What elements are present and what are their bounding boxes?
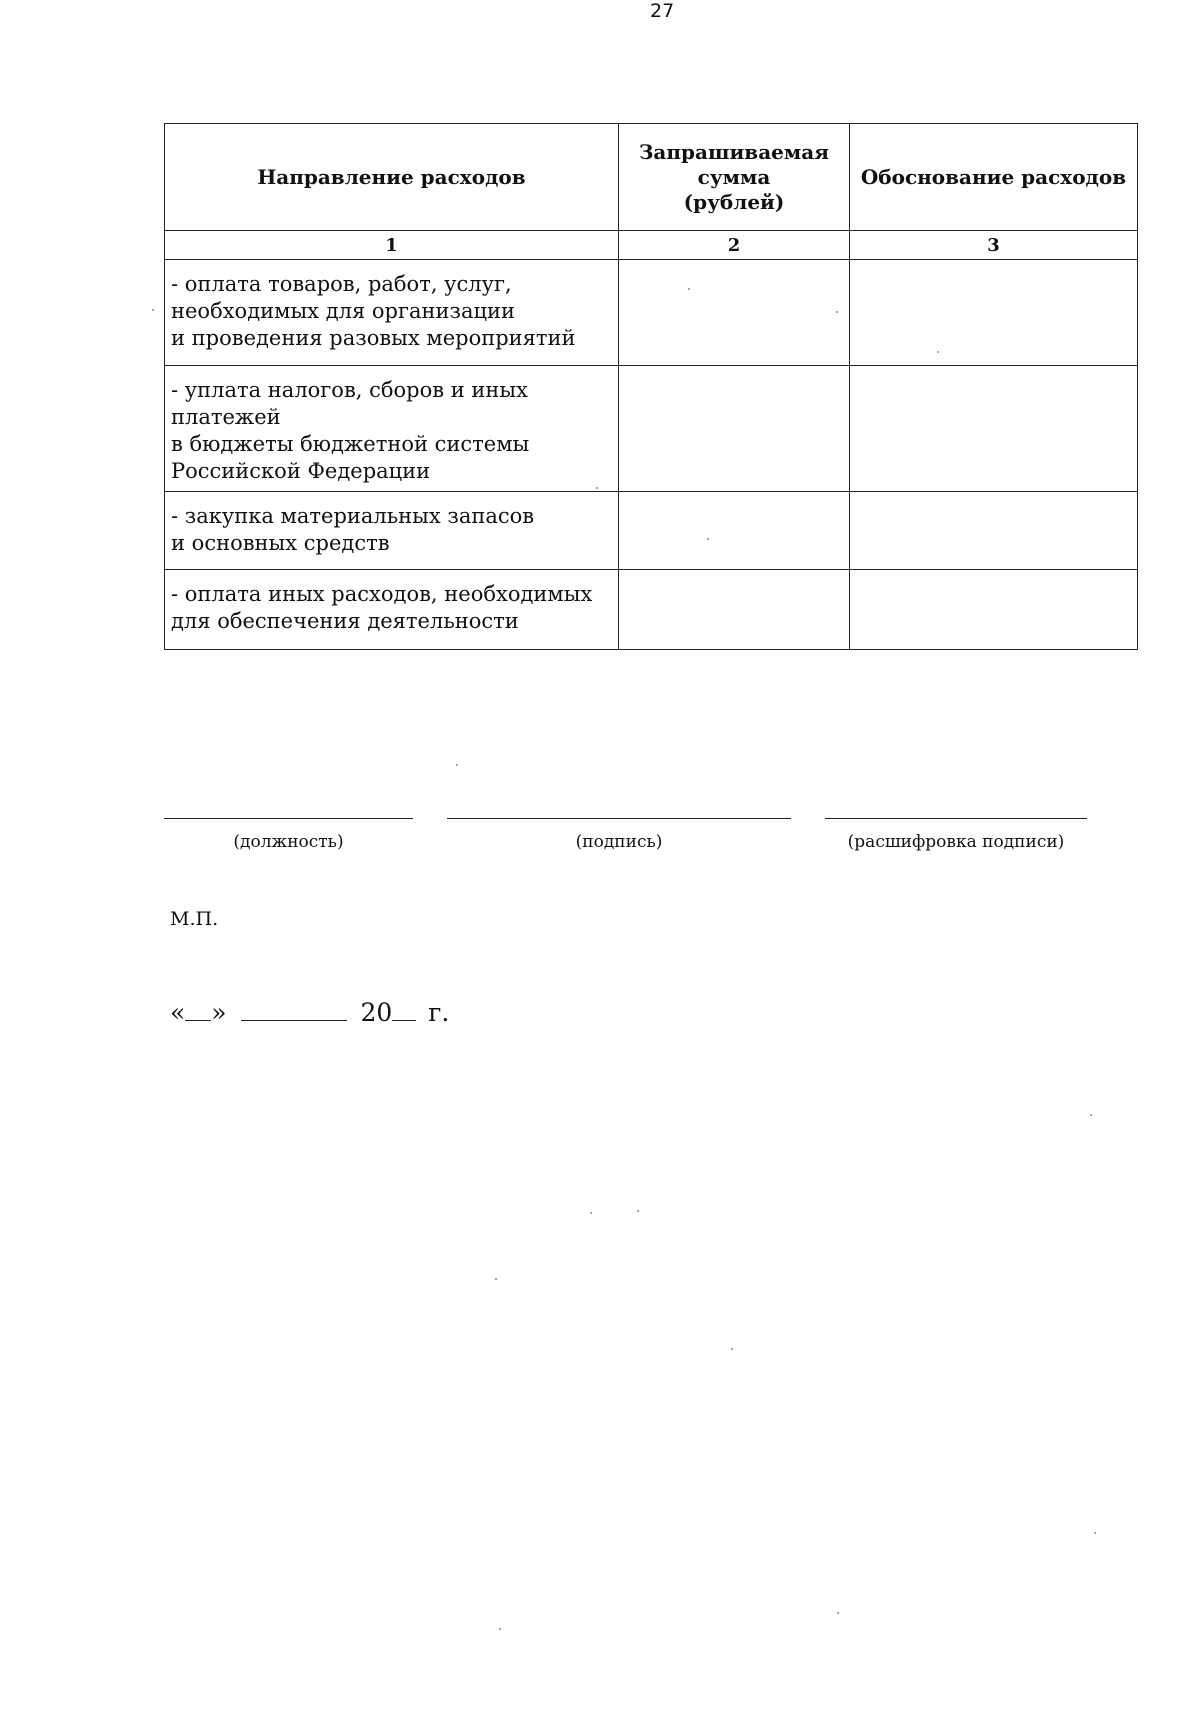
scan-speck: [596, 487, 598, 489]
expense-direction-cell: [165, 570, 619, 650]
year-blank[interactable]: [392, 998, 416, 1021]
scan-speck: [456, 764, 458, 766]
header-justification: Обоснование расходов: [850, 124, 1138, 231]
scan-speck: [1094, 1532, 1096, 1534]
year-prefix: 20: [360, 998, 393, 1027]
date-line: [170, 998, 449, 1027]
table-header-row: [165, 124, 1138, 231]
header-amount-line-2: сумма: [697, 164, 771, 189]
position-label: (должность): [233, 832, 344, 852]
row-text-line: необходимых для организации: [171, 299, 515, 323]
scan-speck: [688, 288, 690, 290]
expense-direction-cell: [165, 260, 619, 366]
expenses-table: [164, 123, 1138, 650]
expense-direction-cell: [165, 492, 619, 570]
decryption-label: (расшифровка подписи): [847, 832, 1065, 852]
date-close-quote: »: [211, 998, 227, 1027]
row-text-line: в бюджеты бюджетной системы: [171, 432, 530, 456]
table-row: [165, 366, 1138, 492]
row-text-line: и проведения разовых мероприятий: [171, 326, 576, 350]
expense-direction-cell: [165, 366, 619, 492]
column-number-row: [165, 231, 1138, 260]
scan-speck: [1090, 1114, 1092, 1116]
justification-cell[interactable]: [850, 260, 1138, 366]
scan-speck: [937, 351, 939, 353]
header-amount-line-1: Запрашиваемая: [639, 139, 829, 164]
scan-speck: [836, 311, 838, 313]
scan-speck: [837, 1612, 839, 1614]
justification-cell[interactable]: [850, 570, 1138, 650]
scan-speck: [637, 1210, 639, 1212]
header-expense-direction: Направление расходов: [165, 124, 619, 231]
day-blank[interactable]: [185, 998, 211, 1021]
justification-cell[interactable]: [850, 366, 1138, 492]
amount-cell[interactable]: [619, 260, 850, 366]
row-text-line: для обеспечения деятельности: [171, 609, 519, 633]
table-row: [165, 260, 1138, 366]
table-row: [165, 570, 1138, 650]
row-text-line: - уплата налогов, сборов и иных платежей: [171, 378, 528, 429]
header-requested-amount: [619, 124, 850, 231]
column-number-1: 1: [165, 231, 619, 260]
page-number: 27: [650, 0, 675, 22]
year-suffix: г.: [428, 998, 450, 1027]
month-blank[interactable]: [241, 998, 347, 1021]
position-line[interactable]: [164, 818, 413, 819]
amount-cell[interactable]: [619, 366, 850, 492]
scan-speck: [495, 1278, 497, 1280]
header-amount-line-3: (рублей): [683, 189, 785, 214]
signature-line[interactable]: [447, 818, 791, 819]
scan-speck: [731, 1348, 733, 1350]
amount-cell[interactable]: [619, 570, 850, 650]
date-open-quote: «: [170, 998, 186, 1027]
stamp-label: М.П.: [170, 908, 219, 930]
row-text-line: - закупка материальных запасов: [171, 504, 535, 528]
row-text-line: Российской Федерации: [171, 459, 431, 483]
row-text-line: - оплата товаров, работ, услуг,: [171, 272, 512, 296]
table-row: [165, 492, 1138, 570]
amount-cell[interactable]: [619, 492, 850, 570]
row-text-line: и основных средств: [171, 531, 390, 555]
decryption-line[interactable]: [825, 818, 1087, 819]
scan-speck: [590, 1212, 592, 1214]
row-text-line: - оплата иных расходов, необходимых: [171, 582, 593, 606]
scan-speck: [707, 538, 709, 540]
column-number-2: 2: [619, 231, 850, 260]
scan-speck: [499, 1628, 501, 1630]
justification-cell[interactable]: [850, 492, 1138, 570]
column-number-3: 3: [850, 231, 1138, 260]
scan-speck: [152, 309, 154, 311]
signature-label: (подпись): [575, 832, 663, 852]
